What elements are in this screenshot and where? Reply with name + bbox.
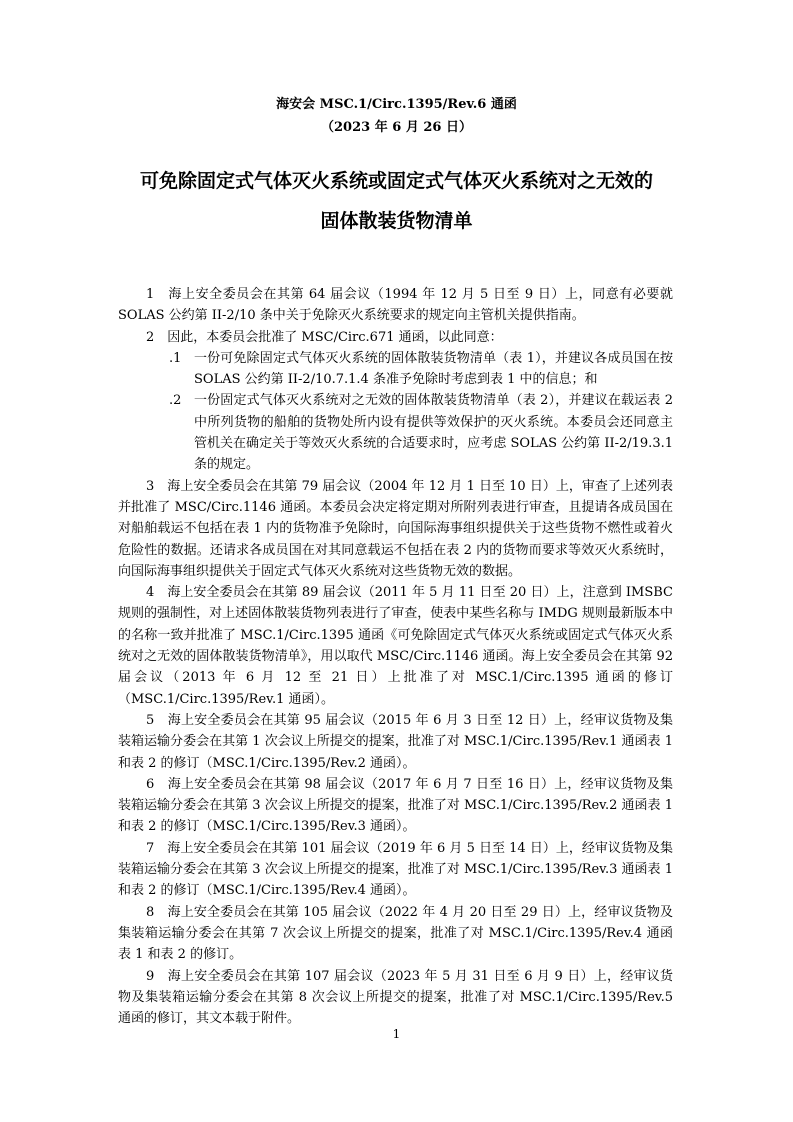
- circular-reference: 海安会 MSC.1/Circ.1395/Rev.6 通函: [276, 97, 517, 112]
- document-title-line-2: 固体散装货物清单: [320, 210, 473, 232]
- paragraph-2: 2 因此，本委员会批准了 MSC/Circ.671 通函，以此同意：: [146, 329, 503, 345]
- page-number: 1: [392, 1027, 401, 1041]
- document-title-line-1: 可免除固定式气体灭火系统或固定式气体灭火系统对之无效的: [139, 170, 653, 192]
- document-body: [118, 284, 673, 1029]
- subparagraph-number: .2: [169, 393, 182, 409]
- subparagraph-number: .1: [169, 350, 182, 366]
- paragraph-8: 8 海上安全委员会在其第 105 届会议（2022 年 4 月 20 日至 29 日）上，经审议货物及集装箱运输分委会在其第 7 次会议上所提交的提案，批准了对 MSC.1/Circ.1395/Rev.4 通函表 1 和表 2 的修订。: [118, 904, 673, 963]
- paragraph-9: 9 海上安全委员会在其第 107 届会议（2023 年 5 月 31 日至 6 月 9 日）上，经审议货物及集装箱运输分委会在其第 8 次会议上所提交的提案，批准了对 MSC.1/Circ.1395/Rev.5 通函的修订，其文本载于附件。: [118, 968, 673, 1027]
- paragraph-5: 5 海上安全委员会在其第 95 届会议（2015 年 6 月 3 日至 12 日）上，经审议货物及集装箱运输分委会在其第 1 次会议上所提交的提案，批准了对 MSC.1/Circ.1395/Rev.1 通函表 1 和表 2 的修订（MSC.1/Circ.1395/Rev.2 通函）。: [118, 712, 673, 771]
- subparagraph-2-1: [169, 348, 673, 391]
- circular-date: （2023 年 6 月 26 日）: [321, 120, 472, 135]
- subparagraph-text: 一份可免除固定式气体灭火系统的固体散装货物清单（表 1），并建议各成员国在按 SOLAS 公约第 II-2/10.7.1.4 条准予免除时考虑到表 1 中的信息；和: [194, 350, 673, 388]
- paragraph-6: 6 海上安全委员会在其第 98 届会议（2017 年 6 月 7 日至 16 日）上，经审议货物及集装箱运输分委会在其第 3 次会议上所提交的提案，批准了对 MSC.1/Circ.1395/Rev.2 通函表 1 和表 2 的修订（MSC.1/Circ.1395/Rev.3 通函）。: [118, 776, 673, 835]
- paragraph-4: 4 海上安全委员会在其第 89 届会议（2011 年 5 月 11 日至 20 日）上，注意到 IMSBC 规则的强制性，对上述固体散装货物列表进行了审查，使表中某些名称与 IMDG 规则最新版本中的名称一致并批准了 MSC.1/Circ.1395 通函《可免除固定式气体灭火系统或固定式气体灭火系统对之无效的固体散装货物清单》，用以取代 MSC/Circ.1146 通函。海上安全委员会在其第 92 届会议（2013 年 6 月 12 至 21 日）上批准了对 MSC.1/Circ.1395 通函的修订（MSC.1/Circ.1395/Rev.1 通函）。: [118, 585, 673, 707]
- subparagraph-text: 一份固定式气体灭火系统对之无效的固体散装货物清单（表 2），并建议在载运表 2 中所列货物的船舶的货物处所内设有提供等效保护的灭火系统。本委员会还同意主管机关在确定关于等效灭火系统的合适要求时，应考虑 SOLAS 公约第 II-2/19.3.1 条的规定。: [194, 393, 673, 473]
- paragraph-3: 3 海上安全委员会在其第 79 届会议（2004 年 12 月 1 日至 10 日）上，审查了上述列表并批准了 MSC/Circ.1146 通函。本委员会决定将定期对所附列表进行审查，且提请各成员国在对船舶载运不包括在表 1 内的货物准予免除时，向国际海事组织提供关于这些货物不燃性或着火危险性的数据。还请求各成员国在对其同意载运不包括在表 2 内的货物而要求等效灭火系统时，向国际海事组织提供关于固定式气体灭火系统对这些货物无效的数据。: [118, 478, 673, 579]
- subparagraph-2-2: [169, 390, 673, 475]
- paragraph-7: 7 海上安全委员会在其第 101 届会议（2019 年 6 月 5 日至 14 日）上，经审议货物及集装箱运输分委会在其第 3 次会议上所提交的提案，批准了对 MSC.1/Circ.1395/Rev.3 通函表 1 和表 2 的修订（MSC.1/Circ.1395/Rev.4 通函）。: [118, 840, 673, 899]
- paragraph-1: 1 海上安全委员会在其第 64 届会议（1994 年 12 月 5 日至 9 日）上，同意有必要就 SOLAS 公约第 II-2/10 条中关于免除灭火系统要求的规定向主管机关提供指南。: [118, 287, 673, 324]
